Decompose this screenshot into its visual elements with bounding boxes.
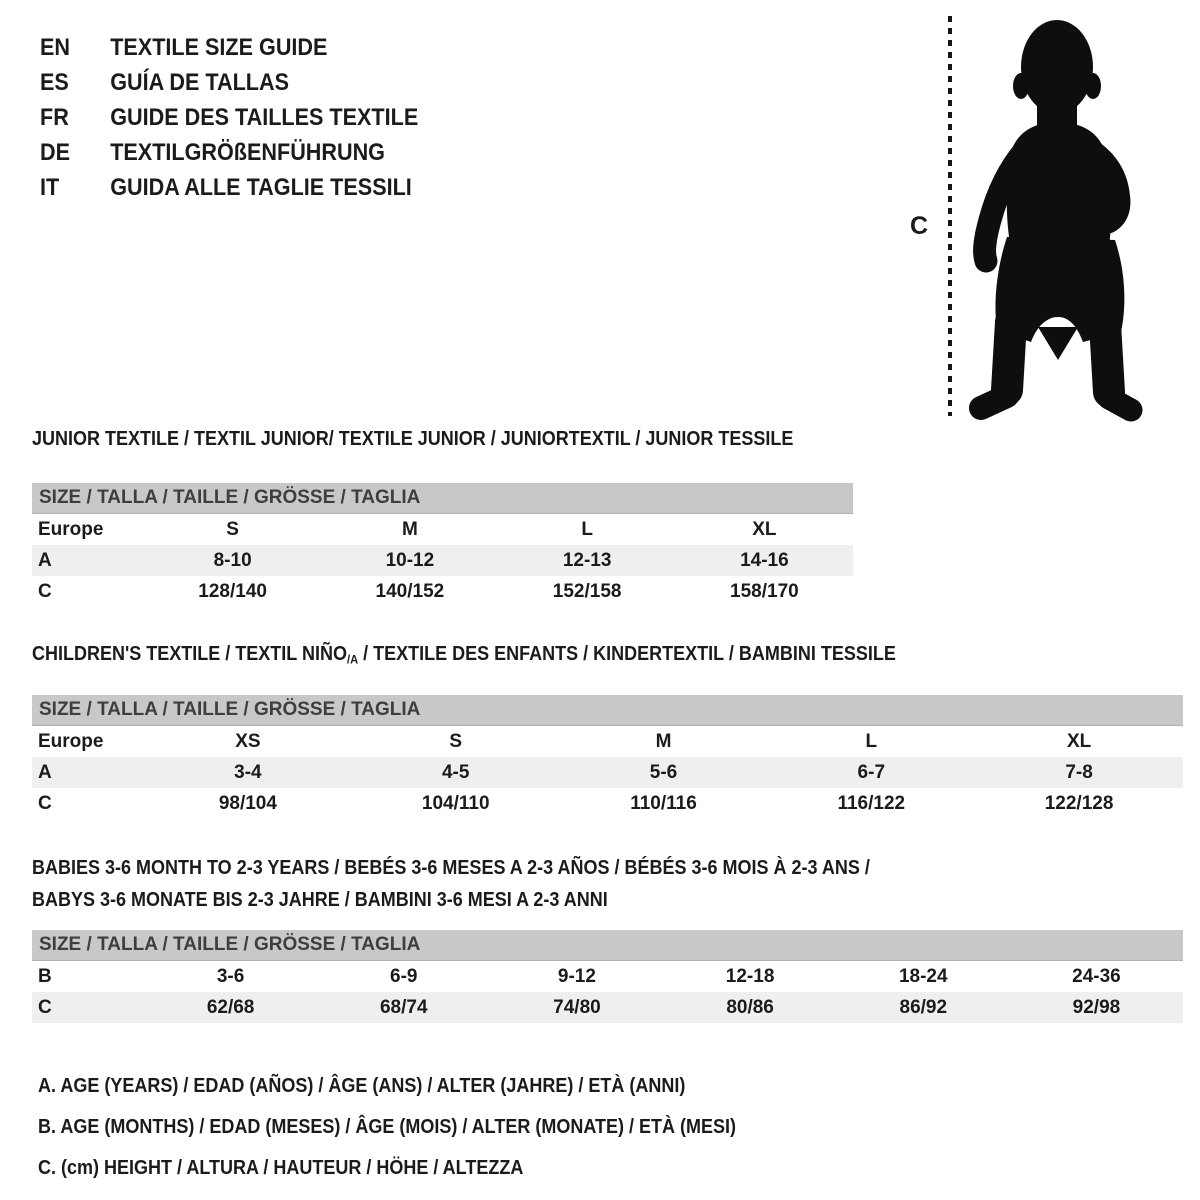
size-cell: XS	[235, 731, 261, 753]
lang-label: TEXTILE SIZE GUIDE	[110, 34, 328, 61]
height-cell: 80/86	[726, 997, 774, 1018]
age-cell: 8-10	[213, 550, 252, 571]
height-measure-label: C	[910, 212, 929, 240]
height-cell: 116/122	[837, 793, 906, 815]
lang-row-fr	[40, 100, 418, 135]
lang-code: EN	[40, 34, 71, 61]
age-cell: 12-13	[562, 550, 612, 571]
height-cell: 152/158	[552, 581, 622, 602]
height-cell: 104/110	[421, 793, 490, 815]
language-title-list	[40, 30, 418, 205]
size-header-bar: SIZE / TALLA / TAILLE / GRÖSSE / TAGLIA	[32, 930, 1183, 961]
height-cell: 110/116	[630, 793, 697, 815]
height-cell: 74/80	[553, 997, 601, 1018]
lang-code: IT	[40, 174, 60, 201]
junior-size-table	[32, 483, 853, 607]
children-title-prefix: CHILDREN'S TEXTILE / TEXTIL NIÑO	[32, 643, 347, 665]
row-label: C	[38, 997, 52, 1018]
age-cell: 18-24	[898, 966, 948, 987]
age-cell: 9-12	[557, 966, 596, 987]
row-label: A	[38, 762, 52, 784]
lang-row-en	[40, 30, 418, 65]
size-cell: L	[581, 519, 593, 540]
table-row-age	[32, 757, 1183, 788]
table-row-europe	[32, 514, 853, 545]
height-cell: 140/152	[375, 581, 445, 602]
babies-section-title	[32, 852, 1183, 916]
age-cell: 14-16	[740, 550, 789, 571]
row-label: B	[38, 966, 52, 987]
height-cell: 62/68	[206, 997, 255, 1018]
lang-row-es	[40, 65, 418, 100]
lang-row-de	[40, 135, 418, 170]
age-cell: 6-7	[857, 762, 886, 784]
row-label: C	[38, 793, 52, 815]
legend-height-cm: C. (cm) HEIGHT / ALTURA / HAUTEUR / HÖHE / ALTEZZA	[38, 1157, 524, 1179]
age-cell: 10-12	[385, 550, 435, 571]
lang-code: FR	[40, 104, 69, 131]
size-cell: XL	[1066, 731, 1092, 753]
lang-label: TEXTILGRÖßENFÜHRUNG	[110, 139, 385, 166]
legend-age-years: A. AGE (YEARS) / EDAD (AÑOS) / ÂGE (ANS) / ALTER (JAHRE) / ETÀ (ANNI)	[38, 1075, 686, 1097]
size-cell: L	[865, 731, 878, 753]
children-title-sub: /A	[346, 652, 359, 667]
legend-age-months: B. AGE (MONTHS) / EDAD (MESES) / ÂGE (MOIS) / ALTER (MONATE) / ETÀ (MESI)	[38, 1116, 736, 1138]
babies-title-line2: BABYS 3-6 MONATE BIS 2-3 JAHRE / BAMBINI 3-6 MESI A 2-3 ANNI	[32, 889, 608, 911]
table-row-height	[32, 576, 853, 607]
age-cell: 5-6	[649, 762, 678, 784]
row-label: C	[38, 581, 52, 602]
table-row-height	[32, 992, 1183, 1023]
children-textile-section	[32, 643, 1183, 819]
children-size-table	[32, 695, 1183, 819]
table-row-months	[32, 961, 1183, 992]
size-cell: S	[226, 519, 239, 540]
table-row-age	[32, 545, 853, 576]
children-title-suffix: / TEXTILE DES ENFANTS / KINDERTEXTIL / BAMBINI TESSILE	[358, 643, 896, 665]
age-cell: 3-4	[234, 762, 262, 784]
height-cell: 98/104	[218, 793, 277, 815]
height-cell: 128/140	[198, 581, 267, 602]
size-cell: S	[449, 731, 463, 753]
junior-section-title: JUNIOR TEXTILE / TEXTIL JUNIOR/ TEXTILE JUNIOR / JUNIORTEXTIL / JUNIOR TESSILE	[32, 428, 794, 450]
toddler-silhouette-icon	[963, 12, 1143, 427]
children-section-title	[32, 643, 1068, 670]
height-cell: 122/128	[1044, 793, 1114, 815]
height-dashed-line	[948, 16, 952, 416]
lang-code: ES	[40, 69, 69, 96]
height-cell: 68/74	[379, 997, 428, 1018]
lang-row-it	[40, 170, 418, 205]
babies-textile-section	[32, 852, 1183, 1023]
table-row-europe	[32, 726, 1183, 757]
size-header-bar: SIZE / TALLA / TAILLE / GRÖSSE / TAGLIA	[32, 483, 853, 514]
row-label: A	[38, 550, 52, 571]
junior-textile-section	[32, 428, 853, 607]
height-cell: 92/98	[1072, 997, 1121, 1018]
size-cell: M	[401, 519, 418, 540]
babies-size-table	[32, 930, 1183, 1023]
table-row-height	[32, 788, 1183, 819]
size-cell: M	[655, 731, 672, 753]
age-cell: 3-6	[216, 966, 245, 987]
height-cell: 158/170	[730, 581, 799, 602]
age-cell: 24-36	[1072, 966, 1121, 987]
babies-title-line1: BABIES 3-6 MONTH TO 2-3 YEARS / BEBÉS 3-6 MESES A 2-3 AÑOS / BÉBÉS 3-6 MOIS À 2-3 ANS /	[32, 857, 870, 879]
age-cell: 6-9	[390, 966, 418, 987]
size-header-bar: SIZE / TALLA / TAILLE / GRÖSSE / TAGLIA	[32, 695, 1183, 726]
age-cell: 7-8	[1065, 762, 1093, 784]
height-cell: 86/92	[899, 997, 948, 1018]
age-cell: 4-5	[441, 762, 470, 784]
row-label: Europe	[38, 519, 104, 540]
age-cell: 12-18	[725, 966, 775, 987]
lang-code: DE	[40, 139, 71, 166]
measure-legend	[38, 1066, 814, 1189]
lang-label: GUIDA ALLE TAGLIE TESSILI	[110, 174, 412, 201]
size-cell: XL	[752, 519, 777, 540]
row-label: Europe	[38, 731, 104, 753]
lang-label: GUÍA DE TALLAS	[110, 69, 289, 96]
lang-label: GUIDE DES TAILLES TEXTILE	[110, 104, 419, 131]
